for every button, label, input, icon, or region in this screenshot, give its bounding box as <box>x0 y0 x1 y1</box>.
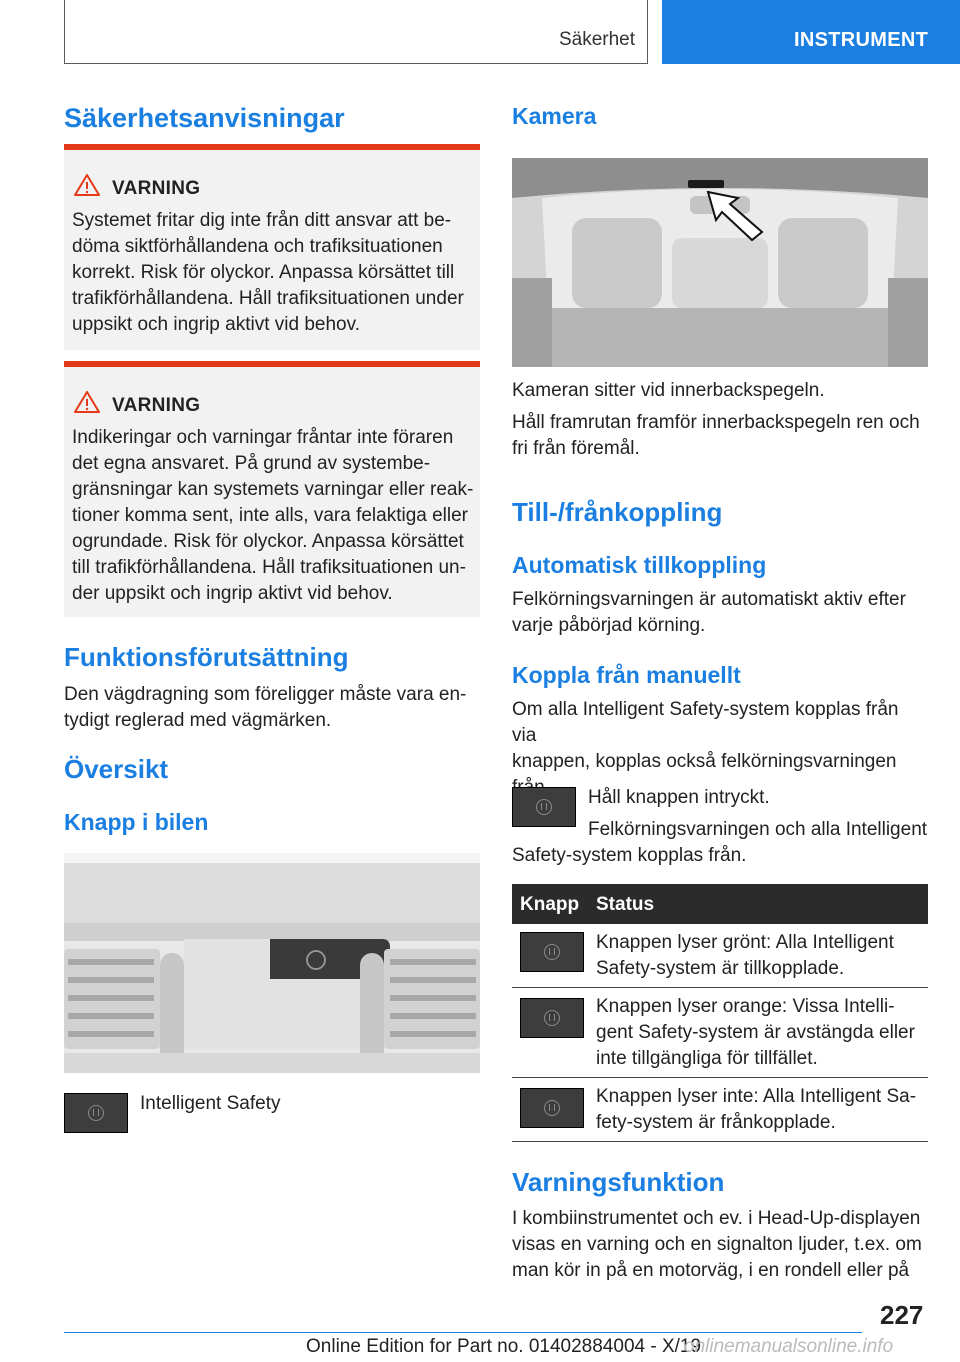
intelligent-safety-button-icon <box>64 1093 128 1133</box>
footer-edition: Online Edition for Part no. 01402884004 - X/19 <box>306 1336 702 1357</box>
section-title-safety: Säkerhetsanvisningar <box>64 103 345 133</box>
section-title-prereq: Funktionsförutsättning <box>64 642 349 672</box>
header-section-box <box>64 0 648 64</box>
step-1: Håll knappen intryckt. <box>588 787 770 808</box>
intelligent-safety-button-icon <box>512 787 576 827</box>
warning-text-1: Systemet fritar dig inte från ditt ansvar att be- döma siktförhållandena och trafiksituationen korrekt. Risk för olyckor. Anpassa körsättet till trafikförhållandena. Håll trafiksituationen under uppsikt och ingrip aktivt vid behov. <box>72 210 464 335</box>
subsection-title-auto: Automatisk tillkoppling <box>512 552 767 578</box>
warning-text-2: Indikeringar och varningar fråntar inte föraren det egna ansvaret. På grund av systembe- gränsningar kan systemets varningar eller reak- tioner komma sent, inte alls, vara felaktiga eller ogrundade. Risk för olyckor. Anpassa körsättet till trafikförhållandena. Håll trafiksituationen un- der uppsikt och ingrip aktivt vid behov. <box>72 427 474 604</box>
status-table <box>512 884 928 1142</box>
section-title-overview: Översikt <box>64 754 169 784</box>
table-row <box>512 924 928 988</box>
step-2b: Safety-system kopplas från. <box>512 845 747 866</box>
warning-box-2 <box>64 361 480 617</box>
table-header <box>512 884 928 924</box>
button-orange-icon <box>520 998 584 1038</box>
camera-location-photo <box>512 158 928 367</box>
table-row <box>512 988 928 1078</box>
header-chapter-tab[interactable] <box>662 0 960 64</box>
auto-text: Felkörningsvarningen är automatiskt aktiv efter varje påbörjad körning. <box>512 589 906 636</box>
footer-watermark: onlinemanualsonline.info <box>684 1336 894 1357</box>
warning-label: VARNING <box>112 395 201 416</box>
button-off-icon <box>520 1088 584 1128</box>
warnfunc-text: I kombiinstrumentet och ev. i Head-Up-displayen visas en varning och en signalton ljuder, t.ex. om man kör in på en motorväg, i en rondell eller på <box>512 1208 922 1281</box>
warning-box-1 <box>64 144 480 350</box>
table-cell-status: Knappen lyser grönt: Alla Intelligent Safety-system är tillkopplade. <box>596 932 894 979</box>
table-cell-status: Knappen lyser inte: Alla Intelligent Sa- fety-system är frånkopplade. <box>596 1086 917 1133</box>
table-row <box>512 1078 928 1142</box>
button-green-icon <box>520 932 584 972</box>
table-header-status: Status <box>596 894 655 915</box>
table-header-button: Knapp <box>520 894 580 915</box>
section-title-warnfunc: Varningsfunktion <box>512 1167 725 1197</box>
warning-label: VARNING <box>112 178 201 199</box>
table-cell-status: Knappen lyser orange: Vissa Intelli- gent Safety-system är avstängda eller inte tillgängliga för tillfället. <box>596 996 915 1069</box>
prereq-text: Den vägdragning som föreligger måste vara en- tydigt reglerad med vägmärken. <box>64 684 467 731</box>
section-title-camera: Kamera <box>512 103 597 129</box>
camera-text-2: Håll framrutan framför innerbackspegeln ren och fri från föremål. <box>512 412 920 459</box>
warning-triangle-icon <box>74 174 100 196</box>
manual-text: Om alla Intelligent Safety-system kopplas från via knappen, kopplas också felkörningsvarningen <box>512 699 899 772</box>
subsection-title-manual: Koppla från manuellt <box>512 662 741 688</box>
warning-triangle-icon <box>74 391 100 413</box>
subsection-title-button: Knapp i bilen <box>64 809 209 835</box>
header-chapter-label: INSTRUMENT <box>794 29 929 51</box>
button-caption: Intelligent Safety <box>140 1093 281 1114</box>
step-2a: Felkörningsvarningen och alla Intelligent <box>588 819 928 840</box>
header-section-label: Säkerhet <box>558 29 635 50</box>
page-number: 227 <box>880 1300 924 1330</box>
dashboard-button-photo <box>64 853 480 1073</box>
section-title-toggle: Till-/frånkoppling <box>512 497 723 527</box>
camera-text-1: Kameran sitter vid innerbackspegeln. <box>512 380 825 401</box>
footer-divider <box>64 1332 862 1333</box>
